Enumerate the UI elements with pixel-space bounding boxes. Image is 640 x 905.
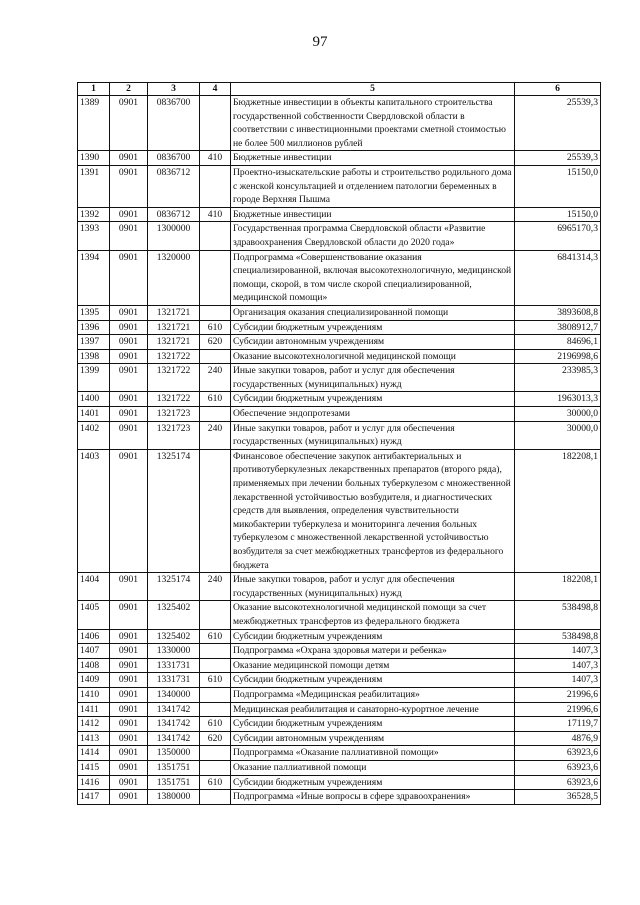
table-row (78, 731, 601, 746)
amount-cell: 25539,3 (515, 151, 601, 166)
description-cell: Субсидии бюджетным учреждениям (231, 629, 515, 644)
expense-type-cell: 240 (200, 364, 231, 392)
amount-cell: 30000,0 (515, 421, 601, 449)
expense-type-cell: 620 (200, 335, 231, 350)
amount-cell: 3808912,7 (515, 320, 601, 335)
description-cell: Государственная программа Свердловской области «Развитие здравоохранения Свердловской области до 2020 года» (231, 222, 515, 250)
expense-type-cell: 610 (200, 775, 231, 790)
expense-type-cell: 620 (200, 731, 231, 746)
amount-cell: 15150,0 (515, 207, 601, 222)
column-header-3: 3 (148, 83, 200, 96)
amount-cell: 15150,0 (515, 165, 601, 207)
target-article-cell: 1325174 (148, 573, 200, 601)
description-cell: Медицинская реабилитация и санаторно-курортное лечение (231, 702, 515, 717)
section-code-cell: 0901 (110, 775, 148, 790)
amount-cell: 2196998,6 (515, 349, 601, 364)
row-number-cell: 1389 (78, 96, 110, 151)
expense-type-cell (200, 658, 231, 673)
expense-type-cell (200, 746, 231, 761)
row-number-cell: 1414 (78, 746, 110, 761)
row-number-cell: 1412 (78, 717, 110, 732)
expense-type-cell (200, 165, 231, 207)
expense-type-cell: 240 (200, 573, 231, 601)
amount-cell: 1407,3 (515, 658, 601, 673)
expense-type-cell (200, 222, 231, 250)
description-cell: Подпрограмма «Оказание паллиативной помощи» (231, 746, 515, 761)
row-number-cell: 1401 (78, 407, 110, 422)
expense-type-cell (200, 702, 231, 717)
description-cell: Проектно-изыскательские работы и строительство родильного дома с женской консультацией и отделением патологии беременных в городе Верхняя Пышма (231, 165, 515, 207)
row-number-cell: 1413 (78, 731, 110, 746)
target-article-cell: 1321721 (148, 335, 200, 350)
target-article-cell: 1320000 (148, 250, 200, 305)
target-article-cell: 0836712 (148, 165, 200, 207)
description-cell: Иные закупки товаров, работ и услуг для обеспечения государственных (муниципальных) нужд (231, 421, 515, 449)
expense-type-cell: 610 (200, 320, 231, 335)
target-article-cell: 1351751 (148, 775, 200, 790)
amount-cell: 3893608,8 (515, 305, 601, 320)
table-row (78, 790, 601, 805)
row-number-cell: 1408 (78, 658, 110, 673)
column-header-4: 4 (200, 83, 231, 96)
table-row (78, 421, 601, 449)
expense-type-cell: 610 (200, 392, 231, 407)
target-article-cell: 0836700 (148, 96, 200, 151)
table-row (78, 644, 601, 659)
expense-type-cell: 610 (200, 717, 231, 732)
row-number-cell: 1396 (78, 320, 110, 335)
table-row (78, 673, 601, 688)
section-code-cell: 0901 (110, 687, 148, 702)
expense-type-cell: 610 (200, 673, 231, 688)
header-row (78, 83, 601, 96)
target-article-cell: 1340000 (148, 687, 200, 702)
amount-cell: 21996,6 (515, 687, 601, 702)
section-code-cell: 0901 (110, 305, 148, 320)
row-number-cell: 1391 (78, 165, 110, 207)
target-article-cell: 1341742 (148, 731, 200, 746)
description-cell: Бюджетные инвестиции (231, 207, 515, 222)
expense-type-cell (200, 601, 231, 629)
target-article-cell: 1380000 (148, 790, 200, 805)
amount-cell: 182208,1 (515, 573, 601, 601)
description-cell: Субсидии бюджетным учреждениям (231, 775, 515, 790)
amount-cell: 25539,3 (515, 96, 601, 151)
expense-type-cell: 410 (200, 151, 231, 166)
table-row (78, 96, 601, 151)
amount-cell: 21996,6 (515, 702, 601, 717)
section-code-cell: 0901 (110, 222, 148, 250)
target-article-cell: 1350000 (148, 746, 200, 761)
target-article-cell: 1325174 (148, 449, 200, 572)
section-code-cell: 0901 (110, 673, 148, 688)
expense-type-cell (200, 790, 231, 805)
table-row (78, 305, 601, 320)
row-number-cell: 1404 (78, 573, 110, 601)
row-number-cell: 1406 (78, 629, 110, 644)
table-header (78, 83, 601, 96)
row-number-cell: 1393 (78, 222, 110, 250)
target-article-cell: 1341742 (148, 717, 200, 732)
section-code-cell: 0901 (110, 717, 148, 732)
target-article-cell: 1331731 (148, 673, 200, 688)
expense-type-cell (200, 644, 231, 659)
amount-cell: 84696,1 (515, 335, 601, 350)
row-number-cell: 1405 (78, 601, 110, 629)
row-number-cell: 1390 (78, 151, 110, 166)
description-cell: Подпрограмма «Медицинская реабилитация» (231, 687, 515, 702)
section-code-cell: 0901 (110, 151, 148, 166)
amount-cell: 6841314,3 (515, 250, 601, 305)
description-cell: Оказание паллиативной помощи (231, 760, 515, 775)
description-cell: Подпрограмма «Охрана здоровья матери и ребенка» (231, 644, 515, 659)
target-article-cell: 1321721 (148, 305, 200, 320)
section-code-cell: 0901 (110, 392, 148, 407)
row-number-cell: 1402 (78, 421, 110, 449)
section-code-cell: 0901 (110, 349, 148, 364)
column-header-1: 1 (78, 83, 110, 96)
section-code-cell: 0901 (110, 250, 148, 305)
target-article-cell: 1321722 (148, 364, 200, 392)
expense-type-cell (200, 349, 231, 364)
column-header-2: 2 (110, 83, 148, 96)
description-cell: Бюджетные инвестиции в объекты капитального строительства государственной собственности Свердловской области в соответствии с инвестиционными проектами сметной стоимостью не более 500 миллионов рублей (231, 96, 515, 151)
table-row (78, 407, 601, 422)
target-article-cell: 1325402 (148, 629, 200, 644)
target-article-cell: 1300000 (148, 222, 200, 250)
amount-cell: 182208,1 (515, 449, 601, 572)
target-article-cell: 1341742 (148, 702, 200, 717)
description-cell: Финансовое обеспечение закупок антибактериальных и противотуберкулезных лекарственных препаратов (второго ряда), применяемых при лечении больных туберкулезом с множественной лекарственной устойчивостью возбудителя, и диагностических средств для выявления, определения чувствительности микобактерии туберкулеза и мониторинга лечения больных туберкулезом с множественной лекарственной устойчивостью возбудителя за счет межбюджетных трансфертов из федерального бюджета (231, 449, 515, 572)
description-cell: Подпрограмма «Совершенствование оказания специализированной, включая высокотехнологичную, медицинской помощи, скорой, в том числе скорой специализированной, медицинской помощи» (231, 250, 515, 305)
expense-type-cell (200, 305, 231, 320)
target-article-cell: 1321722 (148, 392, 200, 407)
section-code-cell: 0901 (110, 364, 148, 392)
amount-cell: 63923,6 (515, 746, 601, 761)
amount-cell: 4876,9 (515, 731, 601, 746)
target-article-cell: 1330000 (148, 644, 200, 659)
row-number-cell: 1400 (78, 392, 110, 407)
section-code-cell: 0901 (110, 335, 148, 350)
section-code-cell: 0901 (110, 407, 148, 422)
page-number: 97 (312, 34, 328, 50)
amount-cell: 63923,6 (515, 760, 601, 775)
amount-cell: 30000,0 (515, 407, 601, 422)
target-article-cell: 1321723 (148, 421, 200, 449)
expense-type-cell (200, 449, 231, 572)
row-number-cell: 1407 (78, 644, 110, 659)
expense-type-cell: 240 (200, 421, 231, 449)
table-row (78, 658, 601, 673)
row-number-cell: 1397 (78, 335, 110, 350)
target-article-cell: 0836700 (148, 151, 200, 166)
table-row (78, 151, 601, 166)
amount-cell: 17119,7 (515, 717, 601, 732)
column-header-6: 6 (515, 83, 601, 96)
target-article-cell: 1321722 (148, 349, 200, 364)
description-cell: Подпрограмма «Иные вопросы в сфере здравоохранения» (231, 790, 515, 805)
description-cell: Иные закупки товаров, работ и услуг для обеспечения государственных (муниципальных) нужд (231, 573, 515, 601)
section-code-cell: 0901 (110, 760, 148, 775)
description-cell: Оказание высокотехнологичной медицинской помощи (231, 349, 515, 364)
description-cell: Субсидии бюджетным учреждениям (231, 673, 515, 688)
description-cell: Обеспечение эндопротезами (231, 407, 515, 422)
table-row (78, 687, 601, 702)
target-article-cell: 1331731 (148, 658, 200, 673)
row-number-cell: 1395 (78, 305, 110, 320)
section-code-cell: 0901 (110, 746, 148, 761)
section-code-cell: 0901 (110, 320, 148, 335)
row-number-cell: 1410 (78, 687, 110, 702)
row-number-cell: 1411 (78, 702, 110, 717)
section-code-cell: 0901 (110, 644, 148, 659)
target-article-cell: 1351751 (148, 760, 200, 775)
section-code-cell: 0901 (110, 658, 148, 673)
amount-cell: 233985,3 (515, 364, 601, 392)
target-article-cell: 1321723 (148, 407, 200, 422)
amount-cell: 36528,5 (515, 790, 601, 805)
section-code-cell: 0901 (110, 573, 148, 601)
section-code-cell: 0901 (110, 702, 148, 717)
amount-cell: 1963013,3 (515, 392, 601, 407)
amount-cell: 538498,8 (515, 629, 601, 644)
amount-cell: 1407,3 (515, 644, 601, 659)
expense-type-cell: 610 (200, 629, 231, 644)
table-row (78, 629, 601, 644)
row-number-cell: 1392 (78, 207, 110, 222)
table-row (78, 250, 601, 305)
table-body (78, 96, 601, 805)
description-cell: Организация оказания специализированной помощи (231, 305, 515, 320)
row-number-cell: 1398 (78, 349, 110, 364)
table-row (78, 746, 601, 761)
target-article-cell: 1325402 (148, 601, 200, 629)
section-code-cell: 0901 (110, 629, 148, 644)
table-row (78, 601, 601, 629)
description-cell: Субсидии бюджетным учреждениям (231, 392, 515, 407)
description-cell: Субсидии бюджетным учреждениям (231, 717, 515, 732)
row-number-cell: 1394 (78, 250, 110, 305)
amount-cell: 6965170,3 (515, 222, 601, 250)
expense-type-cell (200, 250, 231, 305)
section-code-cell: 0901 (110, 207, 148, 222)
table-row (78, 207, 601, 222)
section-code-cell: 0901 (110, 449, 148, 572)
amount-cell: 1407,3 (515, 673, 601, 688)
row-number-cell: 1409 (78, 673, 110, 688)
table-row (78, 222, 601, 250)
row-number-cell: 1403 (78, 449, 110, 572)
section-code-cell: 0901 (110, 731, 148, 746)
table-row (78, 775, 601, 790)
description-cell: Иные закупки товаров, работ и услуг для обеспечения государственных (муниципальных) нужд (231, 364, 515, 392)
description-cell: Субсидии автономным учреждениям (231, 731, 515, 746)
table-row (78, 392, 601, 407)
row-number-cell: 1416 (78, 775, 110, 790)
table-row (78, 702, 601, 717)
budget-table (77, 82, 601, 805)
row-number-cell: 1415 (78, 760, 110, 775)
row-number-cell: 1399 (78, 364, 110, 392)
table-row (78, 165, 601, 207)
section-code-cell: 0901 (110, 790, 148, 805)
expense-type-cell (200, 96, 231, 151)
section-code-cell: 0901 (110, 601, 148, 629)
amount-cell: 63923,6 (515, 775, 601, 790)
expense-type-cell (200, 407, 231, 422)
target-article-cell: 0836712 (148, 207, 200, 222)
column-header-5: 5 (231, 83, 515, 96)
section-code-cell: 0901 (110, 165, 148, 207)
description-cell: Оказание высокотехнологичной медицинской помощи за счет межбюджетных трансфертов из федерального бюджета (231, 601, 515, 629)
row-number-cell: 1417 (78, 790, 110, 805)
expense-type-cell: 410 (200, 207, 231, 222)
table-row (78, 335, 601, 350)
expense-type-cell (200, 687, 231, 702)
table-row (78, 320, 601, 335)
amount-cell: 538498,8 (515, 601, 601, 629)
expense-type-cell (200, 760, 231, 775)
section-code-cell: 0901 (110, 96, 148, 151)
table-row (78, 573, 601, 601)
table-row (78, 717, 601, 732)
target-article-cell: 1321721 (148, 320, 200, 335)
description-cell: Субсидии бюджетным учреждениям (231, 320, 515, 335)
table-row (78, 364, 601, 392)
section-code-cell: 0901 (110, 421, 148, 449)
table-row (78, 349, 601, 364)
table-row (78, 760, 601, 775)
description-cell: Субсидии автономным учреждениям (231, 335, 515, 350)
description-cell: Оказание медицинской помощи детям (231, 658, 515, 673)
table-row (78, 449, 601, 572)
description-cell: Бюджетные инвестиции (231, 151, 515, 166)
